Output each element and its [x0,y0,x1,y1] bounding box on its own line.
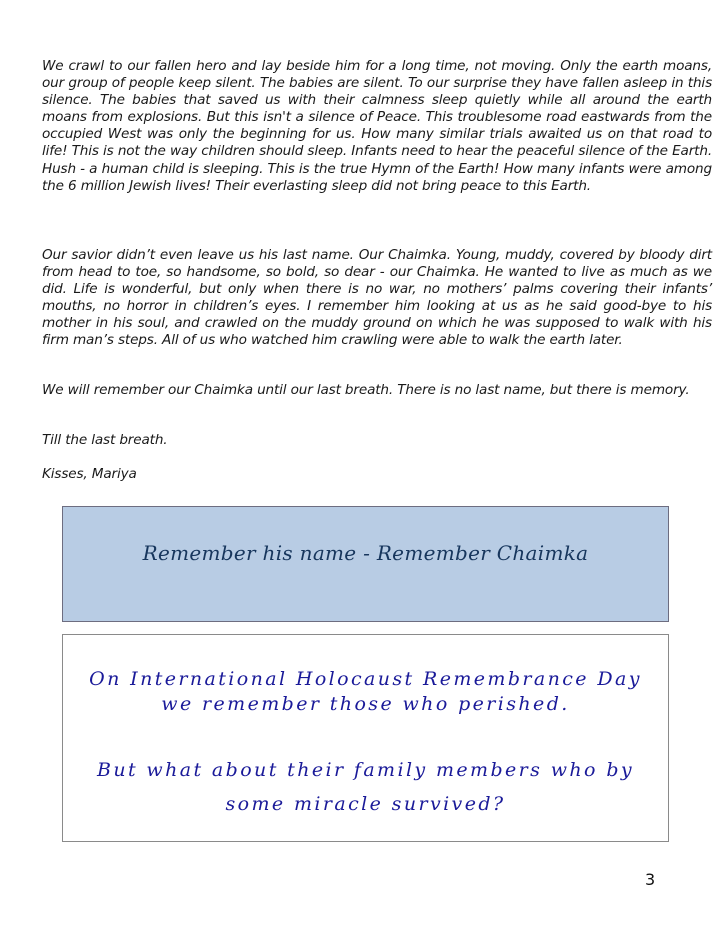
letter-closing: Till the last breath. [42,432,168,448]
remembrance-message-box [62,634,669,842]
letter-paragraph-2: Our savior didn’t even leave us his last name. Our Chaimka. Young, muddy, covered by bloody dirt from head to toe, so handsome, so bold, so dear - our Chaimka. He wanted to live as much as we did. Life is wonderful, but only when there is no war, no mothers’ palms covering their infants’ mouths, no horror in children’s eyes. I remember him looking at us as he said good-bye to his mother in his soul, and crawled on the muddy ground on which he was supposed to walk with his firm man’s steps. All of us who watched him crawling were able to walk the earth later. [42,247,712,349]
letter-paragraph-3: We will remember our Chaimka until our last breath. There is no last name, but there is memory. [42,382,690,398]
remember-callout-box [62,506,669,622]
page-number: 3 [645,870,656,889]
remembrance-message-line-2: But what about their family members who by some miracle survived? [96,759,635,815]
remembrance-message-line-1: On International Holocaust Remembrance Day we remember those who perished. [89,668,642,715]
letter-signature: Kisses, Mariya [42,466,137,482]
letter-paragraph-1: We crawl to our fallen hero and lay beside him for a long time, not moving. Only the earth moans, our group of people keep silent. The babies are silent. To our surprise they have fallen asleep in this silence. The babies that saved us with their calmness sleep quietly while all around the earth moans from explosions. But this isn't a silence of Peace. This troublesome road eastwards from the occupied West was only the beginning for us. How many similar trials awaited us on that road to life! This is not the way children should sleep. Infants need to hear the peaceful silence of the Earth. Hush - a human child is sleeping. This is the true Hymn of the Earth! How many infants were among the 6 million Jewish lives! Their everlasting sleep did not bring peace to this Earth. [42,58,712,194]
remember-callout-text: Remember his name - Remember Chaimka [142,541,589,565]
